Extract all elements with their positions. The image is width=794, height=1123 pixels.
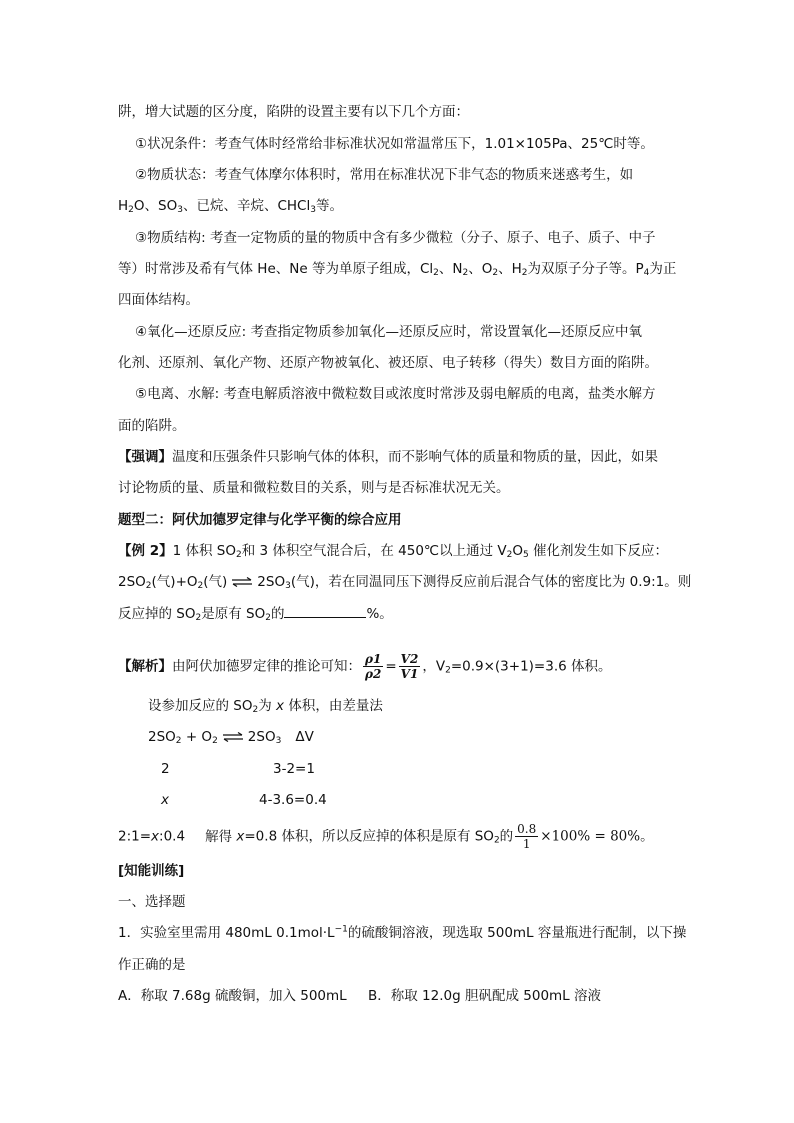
result-fraction: $\frac{0.8}{1}$ [517, 822, 537, 851]
reaction-line: $2SO_2$(气)$+O_2$(气) $2SO_3$(气)，若在同温同压下测得反应前后混合气体的密度比为 0.9:1。则 [118, 574, 692, 591]
text-line: 面的陷阱。 [118, 418, 186, 434]
emphasis-tag: 【强调】 [118, 449, 172, 465]
analysis-tag: 【解析】 [118, 658, 172, 675]
text-line: 阱，增大试题的区分度，陷阱的设置主要有以下几个方面： [118, 104, 469, 120]
equilibrium-arrow-icon [222, 732, 244, 742]
text-line: 作正确的是 [118, 957, 186, 973]
text-line: ④氧化—还原反应: 考查指定物质参加氧化—还原反应时，常设置氧化—还原反应中氧 [135, 324, 642, 340]
text-line: ③物质结构: 考查一定物质的量的物质中含有多少微粒（分子、原子、电子、质子、中子 [135, 230, 656, 246]
text-line: 【强调】温度和压强条件只影响气体的体积，而不影响气体的质量和物质的量，因此，如果 [118, 449, 658, 465]
text-line: ②物质状态：考查气体摩尔体积时，常用在标准状况下非气态的物质来迷惑考生，如 [135, 167, 634, 183]
example-tag: 【例 2】 [118, 543, 173, 559]
answer-blank [284, 603, 366, 618]
text-line: 【例 2】1 体积 $SO_2$和 3 体积空气混合后，在 450℃以上通过 $V_2O_5$ 催化剂发生如下反应： [118, 543, 669, 560]
option-b: B．称取 12.0g 胆矾配成 500mL 溶液 [368, 988, 601, 1004]
text-line: 四面体结构。 [118, 292, 199, 308]
section-heading: [知能训练] [118, 863, 185, 879]
text-line: 等）时常涉及希有气体 He、Ne 等为单原子组成，$Cl_2$、$N_2$、$O_2$、$H_2$为双原子分子等。$P_4$为正 [118, 261, 677, 278]
text-line: 3-2=1 [273, 761, 315, 777]
text-line: 一、选择题 [118, 894, 186, 910]
text-line: $H_2O$、$SO_3$、已烷、辛烷、CHCl$_3$等。 [118, 198, 343, 215]
density-ratio-fraction: $\frac{\rho 1}{\rho 2}$ [365, 652, 382, 681]
text-line: 4-3.6=0.4 [259, 792, 327, 808]
volume-ratio-fraction: $\frac{V2}{V1}$ [400, 652, 419, 681]
section-heading: 题型二：阿伏加德罗定律与化学平衡的综合应用 [118, 512, 402, 528]
reaction-line: $2SO_2 + O_2$ $2SO_3$ ΔV [148, 729, 314, 746]
question-line: 1．实验室里需用 480mL $0.1mol\cdot L^{-1}$的硫酸铜溶液，现选取 500mL 容量瓶进行配制，以下操 [118, 924, 687, 941]
text-line: x [161, 792, 169, 808]
text-line: 设参加反应的 $SO_2$为 x 体积，由差量法 [148, 698, 383, 715]
option-a: A．称取 7.68g 硫酸铜，加入 500mL [118, 988, 347, 1004]
text-line: 2:1=x:0.4 解得 x=0.8 体积，所以反应掉的体积是原有 $SO_2$的 $\frac{0.8}{1}$ ×100% = 80%。 [118, 822, 654, 851]
text-line: ①状况条件：考查气体时经常给非标准状况如常温常压下，1.01×105Pa、25℃时等。 [135, 136, 654, 152]
text-line: 2 [161, 761, 170, 777]
equilibrium-arrow-icon [231, 577, 253, 587]
text-line: ⑤电离、水解: 考查电解质溶液中微粒数目或浓度时常涉及弱电解质的电离，盐类水解方 [135, 386, 656, 402]
text-line: 【解析】由阿伏加德罗定律的推论可知： $\frac{\rho 1}{\rho 2}$ = $\frac{V2}{V1}$ ，$V_2=0.9\times(3+1)=3.6$ 体积。 [118, 652, 612, 681]
text-line: 化剂、还原剂、氧化产物、还原产物被氧化、被还原、电子转移（得失）数目方面的陷阱。 [118, 355, 658, 371]
text-line: 反应掉的 $SO_2$是原有 $SO_2$的 %。 [118, 603, 393, 624]
text-line: 讨论物质的量、质量和微粒数目的关系，则与是否标准状况无关。 [118, 480, 510, 496]
